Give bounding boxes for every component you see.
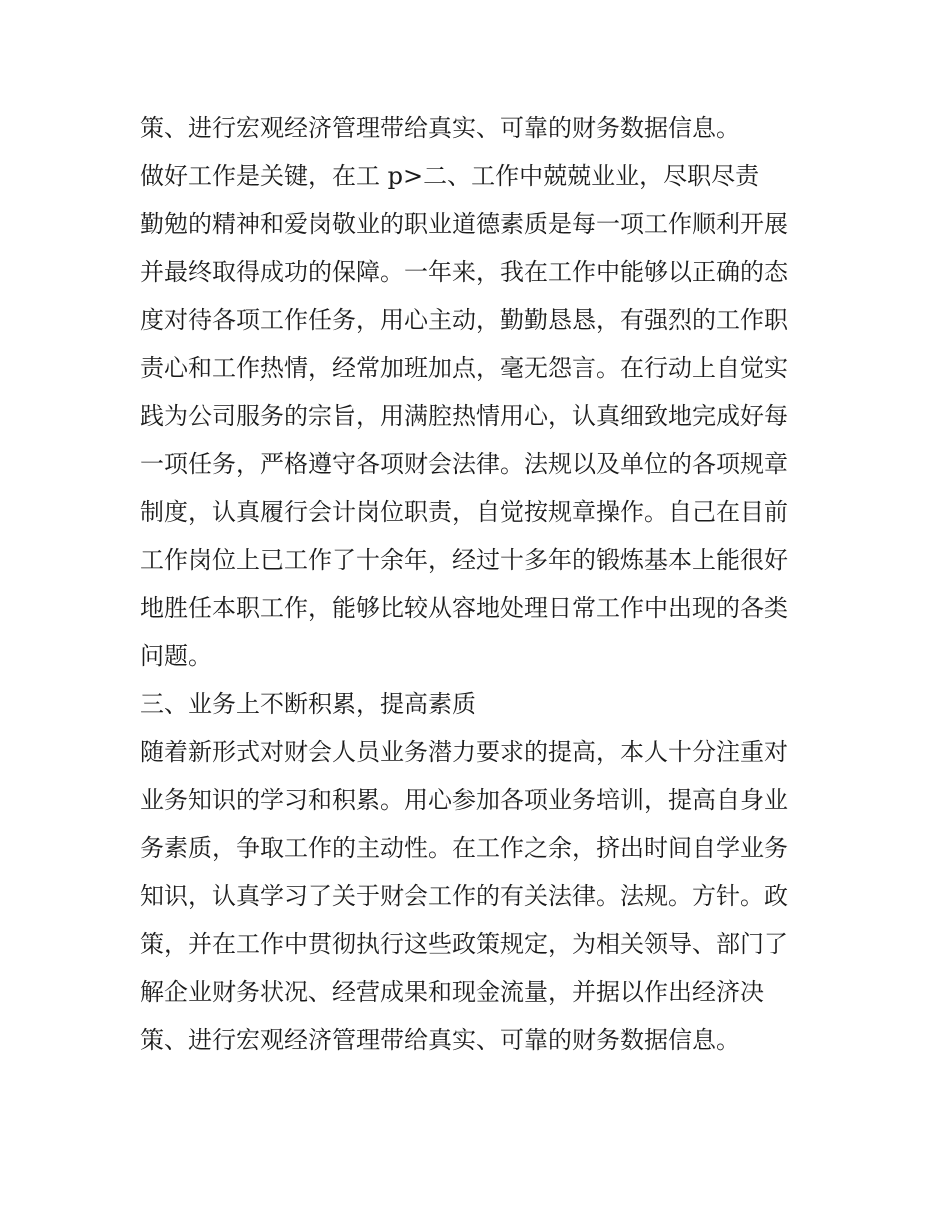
body-text <box>140 104 820 1064</box>
text-line: 一项任务，严格遵守各项财会法律。法规以及单位的各项规章 <box>140 450 788 478</box>
text-line: 制度，认真履行会计岗位职责，自觉按规章操作。自己在目前 <box>140 498 788 526</box>
text-line: 地胜任本职工作，能够比较从容地处理日常工作中出现的各类 <box>140 594 788 622</box>
text-line: 践为公司服务的宗旨，用满腔热情用心，认真细致地完成好每 <box>140 402 788 430</box>
text-line: 随着新形式对财会人员业务潜力要求的提高，本人十分注重对 <box>140 738 788 766</box>
text-line: 务素质，争取工作的主动性。在工作之余，挤出时间自学业务 <box>140 834 788 862</box>
text-line: 做好工作是关键，在工 p>二、工作中兢兢业业，尽职尽责 <box>140 162 760 190</box>
text-line: 责心和工作热情，经常加班加点，毫无怨言。在行动上自觉实 <box>140 354 788 382</box>
text-line: 勤勉的精神和爱岗敬业的职业道德素质是每一项工作顺利开展 <box>140 210 788 238</box>
text-line: 策，并在工作中贯彻执行这些政策规定，为相关领导、部门了 <box>140 930 788 958</box>
text-line: 工作岗位上已工作了十余年，经过十多年的锻炼基本上能很好 <box>140 546 788 574</box>
text-line: 度对待各项工作任务，用心主动，勤勤恳恳，有强烈的工作职 <box>140 306 788 334</box>
text-line: 策、进行宏观经济管理带给真实、可靠的财务数据信息。 <box>140 114 740 142</box>
text-line: 问题。 <box>140 642 212 670</box>
text-line: 策、进行宏观经济管理带给真实、可靠的财务数据信息。 <box>140 1026 740 1054</box>
text-line: 业务知识的学习和积累。用心参加各项业务培训，提高自身业 <box>140 786 788 814</box>
text-line: 解企业财务状况、经营成果和现金流量，并据以作出经济决 <box>140 978 764 1006</box>
text-line: 知识，认真学习了关于财会工作的有关法律。法规。方针。政 <box>140 882 788 910</box>
text-line: 并最终取得成功的保障。一年来，我在工作中能够以正确的态 <box>140 258 788 286</box>
section-heading: 三、业务上不断积累，提高素质 <box>140 690 476 718</box>
